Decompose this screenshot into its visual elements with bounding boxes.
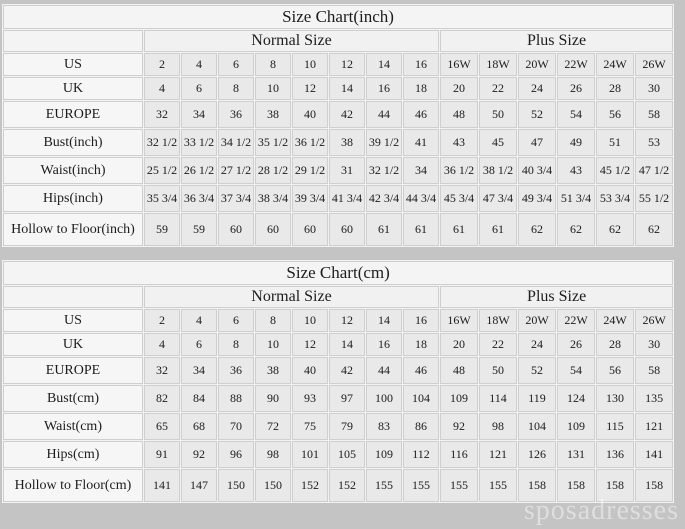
row-label: US bbox=[3, 309, 143, 332]
size-value-cell: 32 bbox=[144, 101, 180, 128]
size-value-cell: 104 bbox=[518, 413, 556, 440]
size-value-cell: 20 bbox=[440, 333, 478, 356]
size-value-cell: 46 bbox=[403, 101, 439, 128]
size-value-cell: 50 bbox=[479, 357, 517, 384]
size-value-cell: 75 bbox=[292, 413, 328, 440]
row-label: Hollow to Floor(inch) bbox=[3, 213, 143, 246]
size-value-cell: 90 bbox=[255, 385, 291, 412]
size-value-cell: 24 bbox=[518, 333, 556, 356]
table-row bbox=[3, 309, 673, 332]
size-value-cell: 47 1/2 bbox=[635, 157, 673, 184]
size-value-cell: 10 bbox=[255, 77, 291, 100]
size-value-cell: 155 bbox=[479, 469, 517, 502]
size-value-cell: 65 bbox=[144, 413, 180, 440]
size-value-cell: 141 bbox=[635, 441, 673, 468]
table-title-inch: Size Chart(inch) bbox=[3, 5, 673, 29]
size-value-cell: 150 bbox=[218, 469, 254, 502]
size-value-cell: 36 bbox=[218, 357, 254, 384]
size-value-cell: 158 bbox=[635, 469, 673, 502]
plus-size-header: Plus Size bbox=[440, 286, 673, 308]
size-value-cell: 54 bbox=[557, 357, 595, 384]
size-value-cell: 141 bbox=[144, 469, 180, 502]
size-value-cell: 36 1/2 bbox=[440, 157, 478, 184]
watermark-text: sposadresses bbox=[523, 495, 679, 526]
size-value-cell: 4 bbox=[144, 77, 180, 100]
size-value-cell: 147 bbox=[181, 469, 217, 502]
size-value-cell: 155 bbox=[366, 469, 402, 502]
size-value-cell: 38 3/4 bbox=[255, 185, 291, 212]
size-value-cell: 6 bbox=[218, 309, 254, 332]
size-value-cell: 20W bbox=[518, 53, 556, 76]
size-value-cell: 92 bbox=[440, 413, 478, 440]
size-value-cell: 35 1/2 bbox=[255, 129, 291, 156]
size-value-cell: 62 bbox=[557, 213, 595, 246]
size-value-cell: 150 bbox=[255, 469, 291, 502]
size-value-cell: 30 bbox=[635, 77, 673, 100]
cm-table-body bbox=[3, 309, 673, 502]
size-value-cell: 16 bbox=[366, 333, 402, 356]
size-value-cell: 62 bbox=[635, 213, 673, 246]
size-value-cell: 22W bbox=[557, 53, 595, 76]
size-value-cell: 22W bbox=[557, 309, 595, 332]
size-value-cell: 50 bbox=[479, 101, 517, 128]
row-label: Hips(inch) bbox=[3, 185, 143, 212]
size-value-cell: 38 bbox=[255, 357, 291, 384]
size-value-cell: 43 bbox=[557, 157, 595, 184]
size-value-cell: 62 bbox=[596, 213, 634, 246]
size-value-cell: 14 bbox=[329, 333, 365, 356]
size-value-cell: 93 bbox=[292, 385, 328, 412]
size-value-cell: 100 bbox=[366, 385, 402, 412]
table-row bbox=[3, 333, 673, 356]
size-value-cell: 41 3/4 bbox=[329, 185, 365, 212]
size-value-cell: 37 3/4 bbox=[218, 185, 254, 212]
size-value-cell: 24 bbox=[518, 77, 556, 100]
size-value-cell: 36 bbox=[218, 101, 254, 128]
size-value-cell: 62 bbox=[518, 213, 556, 246]
size-value-cell: 45 3/4 bbox=[440, 185, 478, 212]
size-value-cell: 55 1/2 bbox=[635, 185, 673, 212]
size-value-cell: 26 bbox=[557, 333, 595, 356]
size-value-cell: 56 bbox=[596, 357, 634, 384]
table-row bbox=[3, 101, 673, 128]
size-value-cell: 38 bbox=[255, 101, 291, 128]
size-value-cell: 61 bbox=[440, 213, 478, 246]
size-value-cell: 39 1/2 bbox=[366, 129, 402, 156]
size-value-cell: 33 1/2 bbox=[181, 129, 217, 156]
table-row bbox=[3, 129, 673, 156]
size-value-cell: 152 bbox=[292, 469, 328, 502]
size-value-cell: 112 bbox=[403, 441, 439, 468]
size-value-cell: 116 bbox=[440, 441, 478, 468]
size-value-cell: 26 1/2 bbox=[181, 157, 217, 184]
size-value-cell: 155 bbox=[440, 469, 478, 502]
size-value-cell: 61 bbox=[366, 213, 402, 246]
size-value-cell: 45 1/2 bbox=[596, 157, 634, 184]
size-value-cell: 61 bbox=[479, 213, 517, 246]
size-value-cell: 8 bbox=[255, 53, 291, 76]
size-value-cell: 158 bbox=[596, 469, 634, 502]
size-value-cell: 98 bbox=[255, 441, 291, 468]
size-value-cell: 158 bbox=[518, 469, 556, 502]
size-value-cell: 16W bbox=[440, 53, 478, 76]
size-value-cell: 56 bbox=[596, 101, 634, 128]
size-value-cell: 18W bbox=[479, 53, 517, 76]
size-value-cell: 20 bbox=[440, 77, 478, 100]
row-label: EUROPE bbox=[3, 101, 143, 128]
size-value-cell: 124 bbox=[557, 385, 595, 412]
group-header-row bbox=[3, 30, 673, 52]
title-row bbox=[3, 261, 673, 285]
size-value-cell: 84 bbox=[181, 385, 217, 412]
size-value-cell: 115 bbox=[596, 413, 634, 440]
size-value-cell: 47 3/4 bbox=[479, 185, 517, 212]
size-value-cell: 88 bbox=[218, 385, 254, 412]
size-chart-cm-table bbox=[2, 260, 674, 503]
size-value-cell: 26W bbox=[635, 309, 673, 332]
size-value-cell: 12 bbox=[292, 77, 328, 100]
size-value-cell: 29 1/2 bbox=[292, 157, 328, 184]
size-value-cell: 68 bbox=[181, 413, 217, 440]
size-value-cell: 36 1/2 bbox=[292, 129, 328, 156]
size-value-cell: 24W bbox=[596, 309, 634, 332]
normal-size-header: Normal Size bbox=[144, 286, 439, 308]
size-value-cell: 22 bbox=[479, 333, 517, 356]
size-value-cell: 34 bbox=[181, 357, 217, 384]
size-value-cell: 28 bbox=[596, 333, 634, 356]
size-value-cell: 26 bbox=[557, 77, 595, 100]
size-value-cell: 158 bbox=[557, 469, 595, 502]
row-label: UK bbox=[3, 333, 143, 356]
size-value-cell: 39 3/4 bbox=[292, 185, 328, 212]
size-value-cell: 60 bbox=[292, 213, 328, 246]
size-value-cell: 16 bbox=[403, 309, 439, 332]
size-value-cell: 2 bbox=[144, 53, 180, 76]
size-value-cell: 32 1/2 bbox=[366, 157, 402, 184]
corner-cell bbox=[3, 286, 143, 308]
size-value-cell: 136 bbox=[596, 441, 634, 468]
size-value-cell: 70 bbox=[218, 413, 254, 440]
size-value-cell: 83 bbox=[366, 413, 402, 440]
size-value-cell: 42 3/4 bbox=[366, 185, 402, 212]
size-value-cell: 52 bbox=[518, 101, 556, 128]
table-row bbox=[3, 357, 673, 384]
size-value-cell: 32 bbox=[144, 357, 180, 384]
size-value-cell: 53 3/4 bbox=[596, 185, 634, 212]
size-value-cell: 36 3/4 bbox=[181, 185, 217, 212]
size-value-cell: 28 1/2 bbox=[255, 157, 291, 184]
size-value-cell: 135 bbox=[635, 385, 673, 412]
row-label: Hollow to Floor(cm) bbox=[3, 469, 143, 502]
size-value-cell: 58 bbox=[635, 357, 673, 384]
size-value-cell: 32 1/2 bbox=[144, 129, 180, 156]
size-value-cell: 105 bbox=[329, 441, 365, 468]
table-row bbox=[3, 157, 673, 184]
size-value-cell: 34 bbox=[403, 157, 439, 184]
row-label: US bbox=[3, 53, 143, 76]
size-value-cell: 8 bbox=[218, 77, 254, 100]
size-value-cell: 6 bbox=[181, 77, 217, 100]
size-value-cell: 79 bbox=[329, 413, 365, 440]
size-value-cell: 43 bbox=[440, 129, 478, 156]
row-label: Bust(cm) bbox=[3, 385, 143, 412]
table-title-cm: Size Chart(cm) bbox=[3, 261, 673, 285]
size-value-cell: 40 3/4 bbox=[518, 157, 556, 184]
inch-table-body bbox=[3, 53, 673, 246]
size-value-cell: 51 bbox=[596, 129, 634, 156]
size-value-cell: 155 bbox=[403, 469, 439, 502]
size-value-cell: 54 bbox=[557, 101, 595, 128]
size-value-cell: 16 bbox=[366, 77, 402, 100]
size-value-cell: 8 bbox=[255, 309, 291, 332]
row-label: EUROPE bbox=[3, 357, 143, 384]
size-value-cell: 44 bbox=[366, 101, 402, 128]
size-value-cell: 22 bbox=[479, 77, 517, 100]
size-value-cell: 114 bbox=[479, 385, 517, 412]
size-value-cell: 42 bbox=[329, 101, 365, 128]
size-value-cell: 12 bbox=[292, 333, 328, 356]
size-value-cell: 51 3/4 bbox=[557, 185, 595, 212]
size-value-cell: 48 bbox=[440, 357, 478, 384]
size-value-cell: 121 bbox=[479, 441, 517, 468]
size-value-cell: 16 bbox=[403, 53, 439, 76]
row-label: Bust(inch) bbox=[3, 129, 143, 156]
size-value-cell: 60 bbox=[255, 213, 291, 246]
size-value-cell: 49 3/4 bbox=[518, 185, 556, 212]
size-value-cell: 130 bbox=[596, 385, 634, 412]
size-value-cell: 12 bbox=[329, 53, 365, 76]
size-value-cell: 14 bbox=[366, 53, 402, 76]
size-value-cell: 2 bbox=[144, 309, 180, 332]
row-label: Waist(inch) bbox=[3, 157, 143, 184]
corner-cell bbox=[3, 30, 143, 52]
size-value-cell: 4 bbox=[181, 53, 217, 76]
size-value-cell: 18 bbox=[403, 333, 439, 356]
size-value-cell: 30 bbox=[635, 333, 673, 356]
size-value-cell: 34 bbox=[181, 101, 217, 128]
size-value-cell: 38 1/2 bbox=[479, 157, 517, 184]
table-row bbox=[3, 213, 673, 246]
size-value-cell: 35 3/4 bbox=[144, 185, 180, 212]
size-value-cell: 20W bbox=[518, 309, 556, 332]
size-charts-container bbox=[2, 4, 672, 516]
group-header-row bbox=[3, 286, 673, 308]
size-value-cell: 45 bbox=[479, 129, 517, 156]
size-value-cell: 131 bbox=[557, 441, 595, 468]
size-value-cell: 119 bbox=[518, 385, 556, 412]
size-value-cell: 152 bbox=[329, 469, 365, 502]
table-row bbox=[3, 469, 673, 502]
size-value-cell: 27 1/2 bbox=[218, 157, 254, 184]
size-value-cell: 40 bbox=[292, 101, 328, 128]
size-value-cell: 18 bbox=[403, 77, 439, 100]
row-label: Hips(cm) bbox=[3, 441, 143, 468]
table-row bbox=[3, 385, 673, 412]
size-value-cell: 96 bbox=[218, 441, 254, 468]
size-value-cell: 109 bbox=[366, 441, 402, 468]
row-label: UK bbox=[3, 77, 143, 100]
size-value-cell: 31 bbox=[329, 157, 365, 184]
size-value-cell: 60 bbox=[329, 213, 365, 246]
size-value-cell: 28 bbox=[596, 77, 634, 100]
normal-size-header: Normal Size bbox=[144, 30, 439, 52]
table-row bbox=[3, 413, 673, 440]
size-value-cell: 49 bbox=[557, 129, 595, 156]
size-value-cell: 14 bbox=[329, 77, 365, 100]
size-value-cell: 109 bbox=[440, 385, 478, 412]
title-row bbox=[3, 5, 673, 29]
size-value-cell: 34 1/2 bbox=[218, 129, 254, 156]
size-value-cell: 47 bbox=[518, 129, 556, 156]
size-value-cell: 26W bbox=[635, 53, 673, 76]
size-value-cell: 98 bbox=[479, 413, 517, 440]
size-value-cell: 14 bbox=[366, 309, 402, 332]
size-value-cell: 58 bbox=[635, 101, 673, 128]
size-value-cell: 61 bbox=[403, 213, 439, 246]
table-row bbox=[3, 185, 673, 212]
size-value-cell: 48 bbox=[440, 101, 478, 128]
size-value-cell: 126 bbox=[518, 441, 556, 468]
size-value-cell: 4 bbox=[144, 333, 180, 356]
size-value-cell: 59 bbox=[181, 213, 217, 246]
size-value-cell: 6 bbox=[218, 53, 254, 76]
size-value-cell: 4 bbox=[181, 309, 217, 332]
size-value-cell: 60 bbox=[218, 213, 254, 246]
plus-size-header: Plus Size bbox=[440, 30, 673, 52]
size-value-cell: 82 bbox=[144, 385, 180, 412]
size-value-cell: 16W bbox=[440, 309, 478, 332]
size-value-cell: 91 bbox=[144, 441, 180, 468]
size-value-cell: 24W bbox=[596, 53, 634, 76]
size-value-cell: 10 bbox=[255, 333, 291, 356]
size-value-cell: 18W bbox=[479, 309, 517, 332]
size-value-cell: 41 bbox=[403, 129, 439, 156]
size-value-cell: 44 bbox=[366, 357, 402, 384]
size-value-cell: 38 bbox=[329, 129, 365, 156]
size-value-cell: 86 bbox=[403, 413, 439, 440]
size-value-cell: 8 bbox=[218, 333, 254, 356]
size-value-cell: 52 bbox=[518, 357, 556, 384]
size-value-cell: 25 1/2 bbox=[144, 157, 180, 184]
size-value-cell: 104 bbox=[403, 385, 439, 412]
row-label: Waist(cm) bbox=[3, 413, 143, 440]
size-value-cell: 10 bbox=[292, 53, 328, 76]
size-value-cell: 12 bbox=[329, 309, 365, 332]
size-value-cell: 53 bbox=[635, 129, 673, 156]
size-value-cell: 101 bbox=[292, 441, 328, 468]
table-row bbox=[3, 53, 673, 76]
size-value-cell: 46 bbox=[403, 357, 439, 384]
size-value-cell: 72 bbox=[255, 413, 291, 440]
table-row bbox=[3, 441, 673, 468]
size-value-cell: 92 bbox=[181, 441, 217, 468]
size-value-cell: 42 bbox=[329, 357, 365, 384]
size-value-cell: 109 bbox=[557, 413, 595, 440]
size-value-cell: 59 bbox=[144, 213, 180, 246]
table-row bbox=[3, 77, 673, 100]
size-value-cell: 121 bbox=[635, 413, 673, 440]
size-value-cell: 40 bbox=[292, 357, 328, 384]
size-value-cell: 10 bbox=[292, 309, 328, 332]
size-chart-inch-table bbox=[2, 4, 674, 247]
size-value-cell: 97 bbox=[329, 385, 365, 412]
size-value-cell: 44 3/4 bbox=[403, 185, 439, 212]
size-value-cell: 6 bbox=[181, 333, 217, 356]
